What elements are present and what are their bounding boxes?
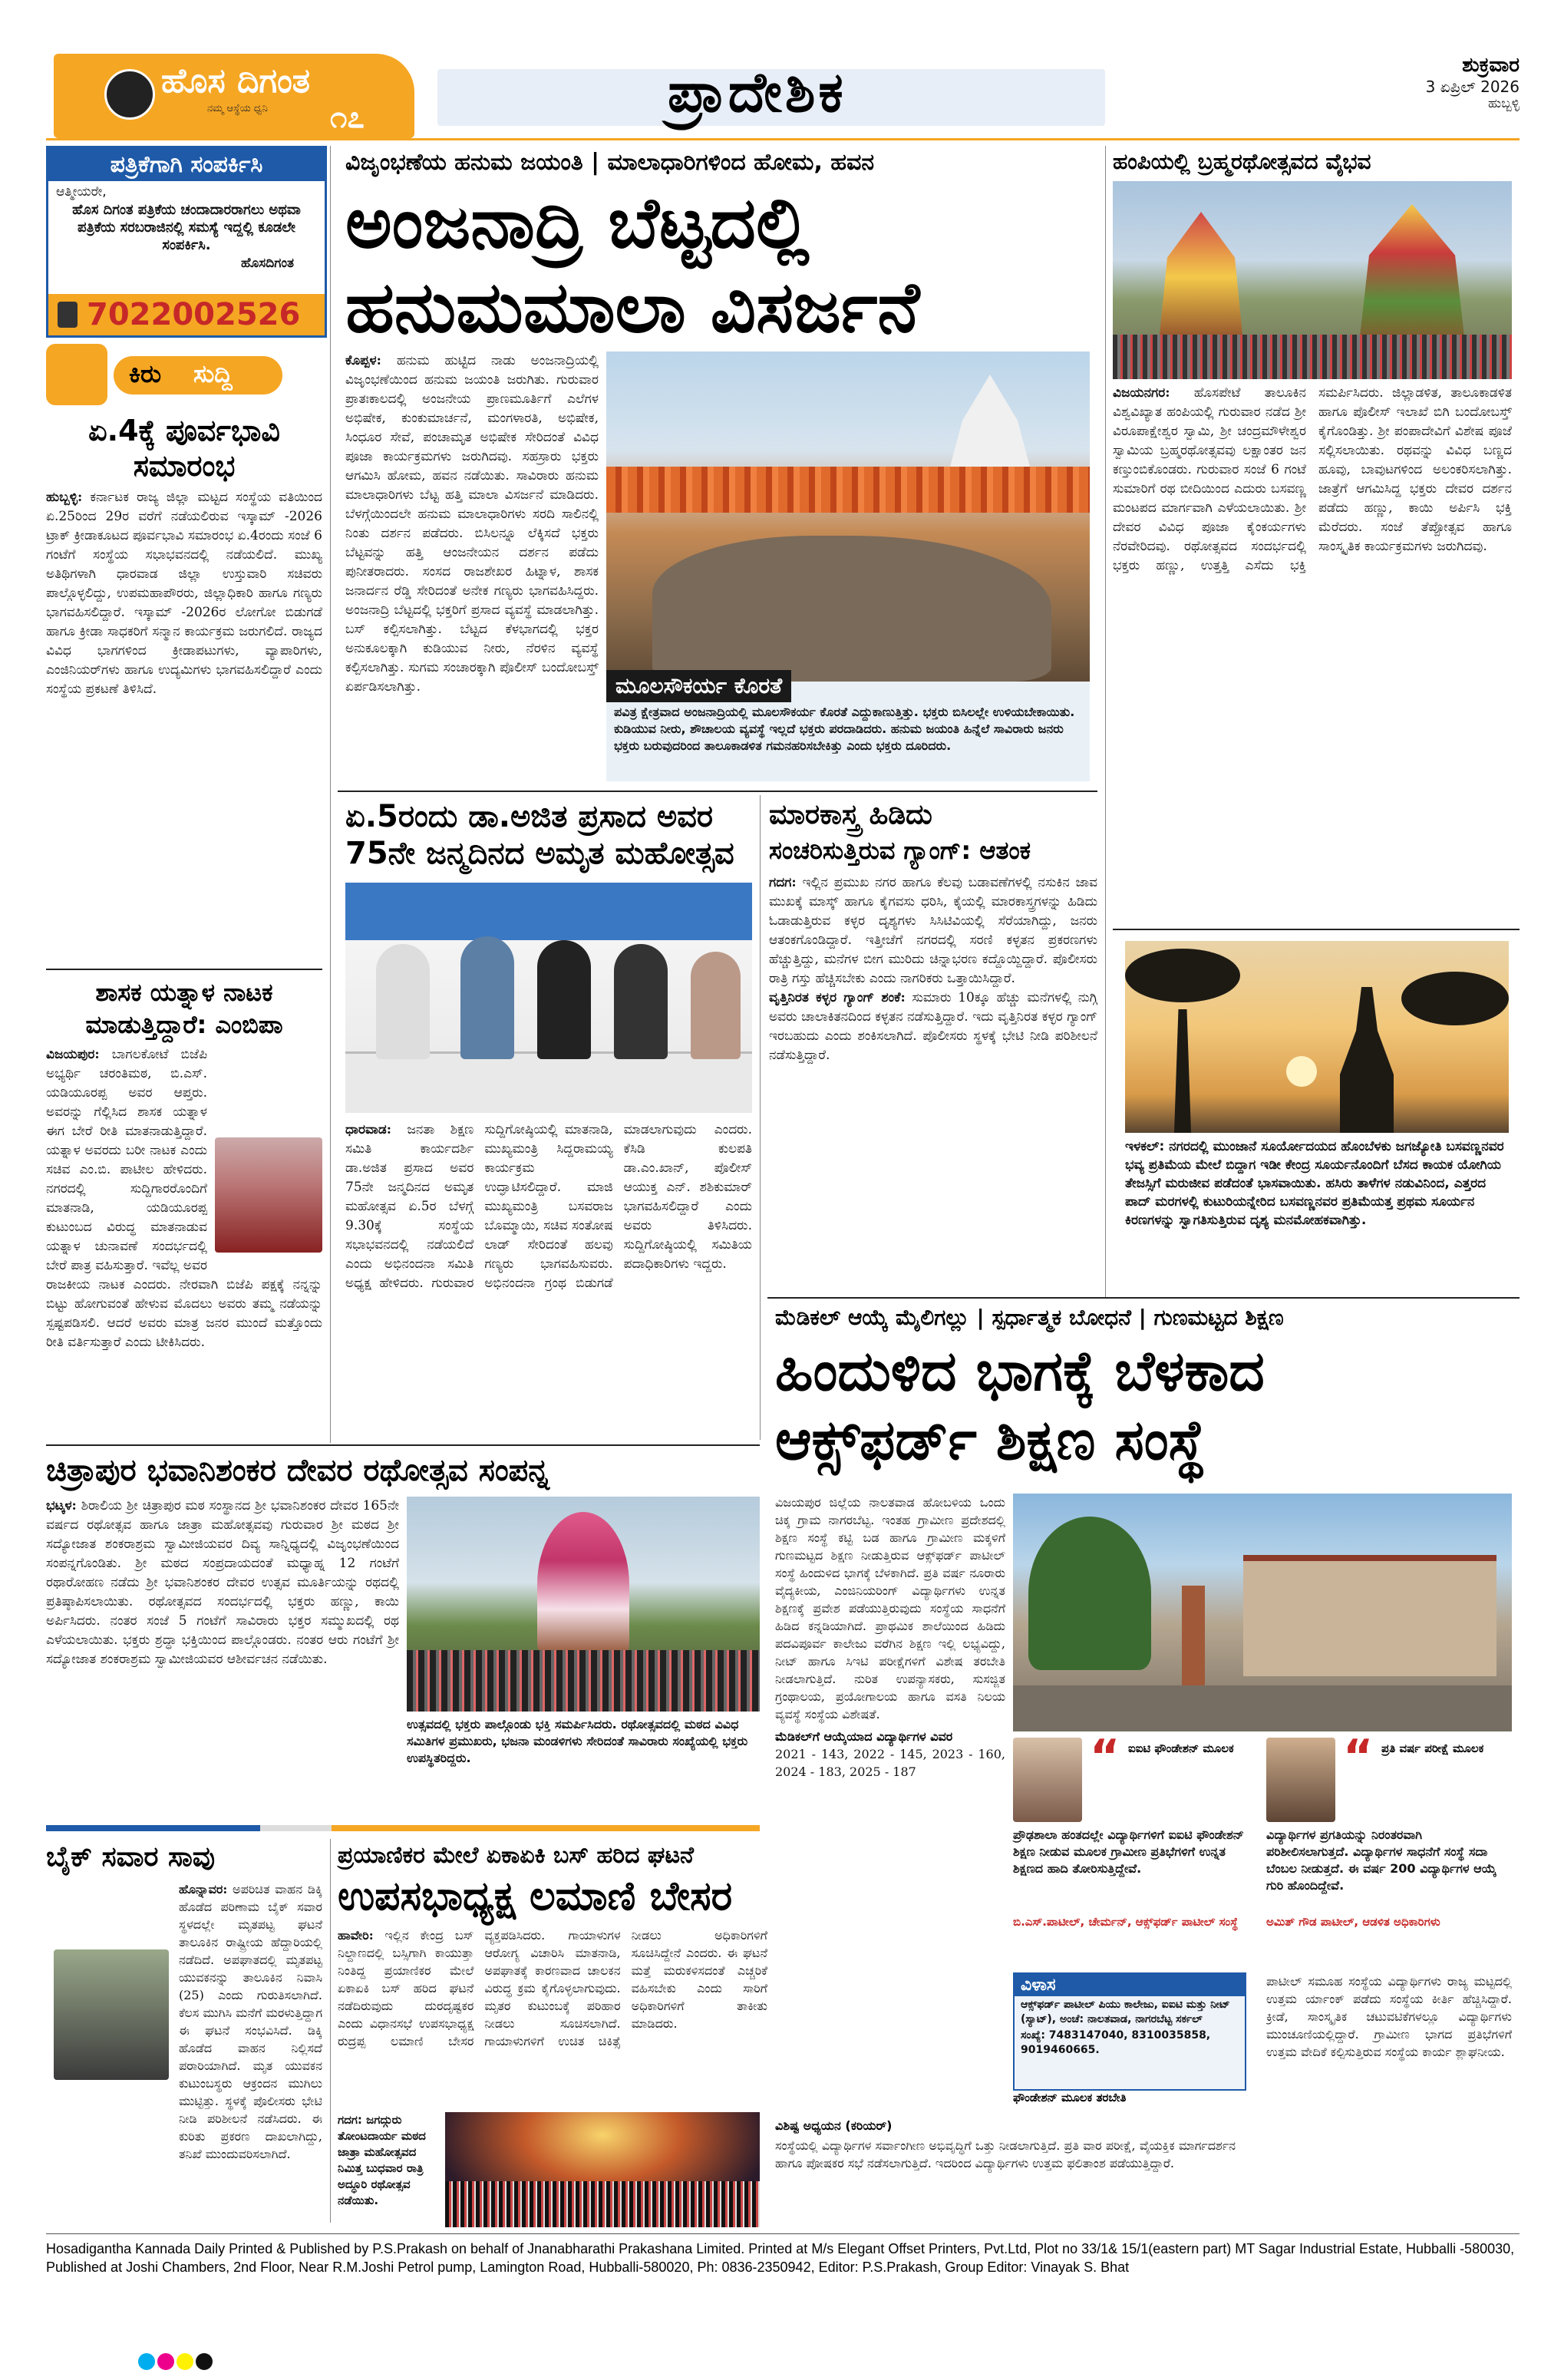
- oxford-headline-1: ಹಿಂದುಳಿದ ಭಾಗಕ್ಕೆ ಬೆಳಕಾದ: [775, 1339, 1265, 1403]
- masthead-rule: [46, 138, 1520, 140]
- contact-title: ಪತ್ರಿಕೆಗಾಗಿ ಸಂಪರ್ಕಿಸಿ: [48, 148, 325, 181]
- amrut-gang-rule: [760, 795, 761, 1440]
- bus-body: [338, 1926, 767, 2111]
- kirusuddi-hand-icon: [46, 344, 107, 405]
- bike-headline: ಬೈಕ್ ಸವಾರ ಸಾವು: [46, 1841, 216, 1873]
- logo-text: ಹೊಸ ದಿಗಂತ: [161, 61, 311, 101]
- gang-headline-2: ಸಂಚರಿಸುತ್ತಿರುವ ಗ್ಯಾಂಗ್: ಆತಂಕ: [769, 836, 1031, 865]
- oxford-address-phone: ಸಂಖ್ಯೆ: 7483147040, 8310035858, 9019460665.: [1021, 2029, 1211, 2056]
- reg-dot-yellow: [177, 2353, 193, 2370]
- brief1-dateline: ಹುಬ್ಬಳ್ಳಿ:: [46, 490, 83, 505]
- gadag-crowd: [445, 2181, 760, 2227]
- basavanna-statue-photo: [1125, 941, 1509, 1133]
- campus-building: [1243, 1555, 1496, 1676]
- person-4: [614, 944, 668, 1059]
- bike-bus-rule: [330, 1839, 331, 2223]
- quote1-text: ಪ್ರೌಢಶಾಲಾ ಹಂತದಲ್ಲೇ ವಿದ್ಯಾರ್ಥಿಗಳಿಗೆ ಐಐಟಿ ಫೌಂಡೇಶನ್ ಶಿಕ್ಷಣ ನೀಡುವ ಮೂಲಕ ಗ್ರಾಮೀಣ ಪ್ರತಿಭೆಗಳಿಗೆ ಉನ್ನತ ಶಿಕ್ಷಣದ ಹಾದಿ ತೋರಿಸುತ್ತಿದ್ದೇವೆ.: [1013, 1827, 1244, 1876]
- chitrapur-crowd: [407, 1650, 760, 1712]
- hampi-kicker: ಹಂಪಿಯಲ್ಲಿ ಬ್ರಹ್ಮರಥೋತ್ಸವದ ವೈಭವ: [1113, 149, 1371, 174]
- masthead: [0, 0, 1541, 146]
- hampi-body: [1113, 384, 1512, 921]
- gang-dateline: ಗದಗ:: [769, 875, 797, 890]
- campus-road: [1013, 1685, 1512, 1731]
- contact-phone-bar: [48, 294, 325, 335]
- kirusuddi-label-a: ಕಿರು: [129, 359, 162, 388]
- oxford-headline-2: ಆಕ್ಸ್‌ಫರ್ಡ್ ಶಿಕ್ಷಣ ಸಂಸ್ಥೆ: [775, 1408, 1206, 1472]
- bus-headline-1: ಪ್ರಯಾಣಿಕರ ಮೇಲೆ ಏಕಾಏಕಿ ಬಸ್ ಹರಿದ ಘಟನೆ: [338, 1842, 694, 1869]
- kirusuddi-badge: [46, 344, 322, 405]
- registration-marks: [138, 2353, 1443, 2373]
- palm-right-crown: [1401, 972, 1509, 1025]
- oxford-photo-credit: ಫೌಂಡೇಶನ್ ಮೂಲಕ ತರಬೇತಿ: [1013, 2091, 1127, 2104]
- quote2-photo: [1266, 1738, 1335, 1822]
- hampi-text: ಹೊಸಪೇಟೆ ತಾಲೂಕಿನ ವಿಶ್ವವಿಖ್ಯಾತ ಹಂಪಿಯಲ್ಲಿ ಗುರುವಾರ ನಡೆದ ಶ್ರೀ ವಿರೂಪಾಕ್ಷೇಶ್ವರ ಸ್ವಾಮಿ, ಶ್ರೀ ಚಂದ್ರಮೌಳೇಶ್ವರ ಸ್ವಾಮಿಯ ಬ್ರಹ್ಮರಥೋತ್ಸವವು ಲಕ್ಷಾಂತರ ಜನ ಕಣ್ತುಂಬಿಕೊಂಡರು. ಗುರುವಾರ ಸಂಜೆ 6 ಗಂಟೆ ಸುಮಾರಿಗೆ ರಥ ಬೀದಿಯಿಂದ ಎದುರು ಬಸವಣ್ಣ ಮಂಟಪದ ಮಾರ್ಗವಾಗಿ ಎಳೆಯಲಾಯಿತು. ಶ್ರೀ ದೇವರ ವಿವಿಧ ಪೂಜಾ ಕೈಂಕರ್ಯಗಳು ನೆರವೇರಿದವು. ರಥೋತ್ಸವದ ಸಂದರ್ಭದಲ್ಲಿ ಭಕ್ತರು ಹಣ್ಣು, ಉತ್ತತ್ತಿ ಎಸೆದು ಭಕ್ತಿ ಸಮರ್ಪಿಸಿದರು. ಜಿಲ್ಲಾಡಳಿತ, ತಾಲೂಕಾಡಳಿತ ಹಾಗೂ ಪೊಲೀಸ್ ಇಲಾಖೆ ಬಿಗಿ ಬಂದೋಬಸ್ತ್ ಕೈಗೊಂಡಿತ್ತು. ಶ್ರೀ ಪಂಪಾದೇವಿಗೆ ವಿಶೇಷ ಪೂಜೆ ಸಲ್ಲಿಸಲಾಯಿತು. ರಥವನ್ನು ವಿವಿಧ ಬಣ್ಣದ ಹೂವು, ಬಾವುಟಗಳಿಂದ ಅಲಂಕರಿಸಲಾಗಿತ್ತು. ಜಾತ್ರೆಗೆ ಆಗಮಿಸಿದ್ದ ಭಕ್ತರು ದೇವರ ದರ್ಶನ ಪಡೆದು ಹಣ್ಣು, ಕಾಯಿ ಅರ್ಪಿಸಿ ಭಕ್ತಿ ಮೆರೆದರು. ಸಂಜೆ ತೆಪ್ಪೋತ್ಸವ ಹಾಗೂ ಸಾಂಸ್ಕೃತಿಕ ಕಾರ್ಯಕ್ರಮಗಳು ಜರುಗಿದವು.: [1113, 385, 1512, 573]
- contact-brand: ಹೊಸದಿಗಂತ: [240, 256, 294, 271]
- brief-divider: [46, 969, 322, 970]
- chariot-right: [1358, 204, 1466, 350]
- logo-block: [54, 54, 414, 138]
- center-right-rule: [1105, 146, 1106, 1297]
- quote1-name: ಬಿ.ಎಸ್.ಪಾಟೀಲ್, ಚೇರ್ಮನ್, ಆಕ್ಸ್‌ಫರ್ಡ್ ಪಾಟೀಲ್ ಸಂಸ್ಥೆ: [1013, 1915, 1239, 1929]
- anjanadri-caption-body: ಪವಿತ್ರ ಕ್ಷೇತ್ರವಾದ ಅಂಜನಾದ್ರಿಯಲ್ಲಿ ಮೂಲಸೌಕರ್ಯ ಕೊರತೆ ಎದ್ದುಕಾಣುತ್ತಿತ್ತು. ಭಕ್ತರು ಬಿಸಿಲಲ್ಲೇ ಉಳಿಯಬೇಕಾಯಿತು. ಕುಡಿಯುವ ನೀರು, ಶೌಚಾಲಯ ವ್ಯವಸ್ಥೆ ಇಲ್ಲದೆ ಭಕ್ತರು ಪರದಾಡಿದರು. ಹನುಮ ಜಯಂತಿ ಹಿನ್ನೆಲೆ ಸಾವಿರಾರು ಜನರು ಭಕ್ತರು ಬರುವುದರಿಂದ ತಾಲೂಕಾಡಳಿತ ಗಮನಹರಿಸಬೇಕಿತ್ತು ಎಂದು ಭಕ್ತರು ದೂರಿದರು.: [614, 705, 1075, 753]
- gadag-rathotsava-photo: [445, 2112, 760, 2227]
- reg-dot-cyan: [138, 2353, 155, 2370]
- brief2-text: ಬಾಗಲಕೋಟೆ ಬಿಜೆಪಿ ಅಭ್ಯರ್ಥಿ ಚರಂತಿಮಠ, ಬಿ.ಎಸ್. ಯಡಿಯೂರಪ್ಪ ಅವರ ಆಪ್ತರು. ಅವರನ್ನು ಗೆಲ್ಲಿಸಿದ ಶಾಸಕ ಯತ್ನಾಳ ಈಗ ಬೇರೆ ರೀತಿ ಮಾತನಾಡುತ್ತಿದ್ದಾರೆ. ಯತ್ನಾಳ ಅವರದು ಬರೀ ನಾಟಕ ಎಂದು ಸಚಿವ ಎಂ.ಬಿ. ಪಾಟೀಲ ಹೇಳಿದರು. ನಗರದಲ್ಲಿ ಸುದ್ದಿಗಾರರೊಂದಿಗೆ ಮಾತನಾಡಿ, ಯಡಿಯೂರಪ್ಪ ಕುಟುಂಬದ ವಿರುದ್ಧ ಮಾತನಾಡುವ ಯತ್ನಾಳ ಚುನಾವಣೆ ಸಂದರ್ಭದಲ್ಲಿ ಬೇರೆ ಪಾತ್ರ ವಹಿಸುತ್ತಾರೆ. ಇವೆಲ್ಲ ಅವರ ರಾಜಕೀಯ ನಾಟಕ ಎಂದರು. ನೇರವಾಗಿ ಬಿಜೆಪಿ ಪಕ್ಷಕ್ಕೆ ನನ್ನನ್ನು ಬಿಟ್ಟು ಹೋಗುವಂತೆ ಹೇಳುವ ಮೊದಲು ಅವರು ತಮ್ಮ ನಡೆಯನ್ನು ಸ್ಪಷ್ಟಪಡಿಸಲಿ. ಆದರೆ ಅವರು ಮಾತ್ರ ಜನರ ಮುಂದೆ ಮತ್ತೊಂದು ರೀತಿ ವರ್ತಿಸುತ್ತಾರೆ ಎಂದು ಟೀಕಿಸಿದರು.: [46, 1047, 322, 1350]
- crowd-band: [606, 467, 1090, 513]
- oxford-body-3: ಪಾಟೀಲ್ ಸಮೂಹ ಸಂಸ್ಥೆಯ ವಿದ್ಯಾರ್ಥಿಗಳು ರಾಜ್ಯ ಮಟ್ಟದಲ್ಲಿ ಉತ್ತಮ ರ್ಯಾಂಕ್ ಪಡೆದು ಸಂಸ್ಥೆಯ ಕೀರ್ತಿ ಹೆಚ್ಚಿಸಿದ್ದಾರೆ. ಕ್ರೀಡೆ, ಸಾಂಸ್ಕೃತಿಕ ಚಟುವಟಿಕೆಗಳಲ್ಲೂ ವಿದ್ಯಾರ್ಥಿಗಳು ಮುಂಚೂಣಿಯಲ್ಲಿದ್ದಾರೆ. ಗ್ರಾಮೀಣ ಭಾಗದ ಪ್ರತಿಭೆಗಳಿಗೆ ಉತ್ತಮ ವೇದಿಕೆ ಕಲ್ಪಿಸುತ್ತಿರುವ ಸಂಸ್ಥೆಯ ಕಾರ್ಯ ಶ್ಲಾಘನೀಯ.: [1266, 1974, 1512, 2059]
- brief1-text: ಕರ್ನಾಟಕ ರಾಜ್ಯ ಜಿಲ್ಲಾ ಮಟ್ಟದ ಸಂಸ್ಥೆಯ ವತಿಯಿಂದ ಏ.25ರಿಂದ 29ರ ವರೆಗೆ ನಡೆಯಲಿರುವ ಇಸ್ಕಾಮ್ -2026 ಟ್ರಾಕ್ ಕ್ರೀಡಾಕೂಟದ ಪೂರ್ವಭಾವಿ ಸಮಾರಂಭ ಏ.4ರಂದು ಸಂಜೆ 6 ಗಂಟೆಗೆ ಸಂಸ್ಥೆಯ ಸಭಾಭವನದಲ್ಲಿ ನಡೆಯಲಿದೆ. ಮುಖ್ಯ ಅತಿಥಿಗಳಾಗಿ ಧಾರವಾಡ ಜಿಲ್ಲಾ ಉಸ್ತುವಾರಿ ಸಚಿವರು ಪಾಲ್ಗೊಳ್ಳಲಿದ್ದು, ಉಪಮಹಾಪೌರರು, ಜಿಲ್ಲಾಧಿಕಾರಿ ಹಾಗೂ ಗಣ್ಯರು ಭಾಗವಹಿಸಲಿದ್ದಾರೆ. ಇಸ್ಕಾಮ್ -2026ರ ಲೋಗೋ ಬಿಡುಗಡೆ ಹಾಗೂ ಕ್ರೀಡಾ ಸಾಧಕರಿಗೆ ಸನ್ಮಾನ ಕಾರ್ಯಕ್ರಮ ಜರುಗಲಿದೆ. ರಾಜ್ಯದ ವಿವಿಧ ಭಾಗಗಳಿಂದ ಕ್ರೀಡಾಪಟುಗಳು, ವ್ಯಾಪಾರಿಗಳು, ಎಂಜಿನಿಯರ್‌ಗಳು ಹಾಗೂ ಉದ್ಯಮಿಗಳು ಭಾಗವಹಿಸಲಿದ್ದಾರೆ ಎಂದು ಸಂಸ್ಥೆಯ ಪ್ರಕಟಣೆ ತಿಳಿಸಿದೆ.: [46, 490, 322, 697]
- chitrapur-headline: ಚಿತ್ರಾಪುರ ಭವಾನಿಶಂಕರ ದೇವರ ರಥೋತ್ಸವ ಸಂಪನ್ನ: [46, 1453, 549, 1488]
- oxford-address: ಆಕ್ಸ್‌ಫರ್ಡ್ ಪಾಟೀಲ್ ಪಿಯು ಕಾಲೇಜು, ಐಐಟಿ ಮತ್ತು ನೀಟ್ (ಸ್ಯಾಟ್), ಅಂಚೆ: ನಾಲತವಾಡ, ನಾಗರಬೆಟ್ಟ ಸರ್ಕಲ್: [1021, 1999, 1230, 2025]
- quote2-block: [1266, 1730, 1512, 1968]
- lead-body: [345, 352, 599, 781]
- brief2-headline: ಶಾಸಕ ಯತ್ನಾಳ ನಾಟಕ ಮಾಡುತ್ತಿದ್ದಾರೆ: ಎಂಬಿಪಾ: [85, 978, 283, 1039]
- anjanadri-caption-title: ಮೂಲಸೌಕರ್ಯ ಕೊರತೆ: [606, 670, 791, 702]
- bike-text: ಅಪರಿಚಿತ ವಾಹನ ಡಿಕ್ಕಿ ಹೊಡೆದ ಪರಿಣಾಮ ಬೈಕ್ ಸವಾರ ಸ್ಥಳದಲ್ಲೇ ಮೃತಪಟ್ಟ ಘಟನೆ ತಾಲೂಕಿನ ರಾಷ್ಟ್ರೀಯ ಹೆದ್ದಾರಿಯಲ್ಲಿ ನಡೆದಿದೆ. ಅಪಘಾತದಲ್ಲಿ ಮೃತಪಟ್ಟ ಯುವಕನನ್ನು ತಾಲೂಕಿನ ನಿವಾಸಿ (25) ಎಂದು ಗುರುತಿಸಲಾಗಿದೆ. ಕೆಲಸ ಮುಗಿಸಿ ಮನೆಗೆ ಮರಳುತ್ತಿದ್ದಾಗ ಈ ಘಟನೆ ಸಂಭವಿಸಿದೆ. ಡಿಕ್ಕಿ ಹೊಡೆದ ವಾಹನ ನಿಲ್ಲಿಸದೆ ಪರಾರಿಯಾಗಿದೆ. ಮೃತ ಯುವಕನ ಕುಟುಂಬಸ್ಥರು ಆಕ್ರಂದನ ಮುಗಿಲು ಮುಟ್ಟಿತ್ತು. ಸ್ಥಳಕ್ಕೆ ಪೊಲೀಸರು ಭೇಟಿ ನೀಡಿ ಪರಿಶೀಲನೆ ನಡೆಸಿದರು. ಈ ಕುರಿತು ಪ್ರಕರಣ ದಾಖಲಾಗಿದ್ದು, ತನಿಖೆ ಮುಂದುವರಿಸಲಾಗಿದೆ.: [179, 1882, 322, 2161]
- gang-subhead: ವೃತ್ತಿನಿರತ ಕಳ್ಳರ ಗ್ಯಾಂಗ್ ಶಂಕೆ:: [769, 990, 906, 1005]
- chitrapur-top-rule: [46, 1444, 760, 1446]
- lead-kicker: ವಿಜೃಂಭಣೆಯ ಹನುಮ ಜಯಂತಿ | ಮಾಲಾಧಾರಿಗಳಿಂದ ಹೋಮ, ಹವನ: [345, 149, 875, 176]
- reg-dot-magenta: [157, 2353, 174, 2370]
- campus-gate: [1182, 1586, 1205, 1693]
- amrut-body: [345, 1121, 752, 1435]
- date-date: 3 ಏಪ್ರಿಲ್ 2026: [1425, 78, 1520, 96]
- statue-silhouette: [1340, 987, 1394, 1133]
- gadag-caption: ಗದಗ: ಜಗದ್ಗುರು ತೋಂಟದಾರ್ಯ ಮಠದ ಜಾತ್ರಾ ಮಹೋತ್ಸವದ ನಿಮಿತ್ತ ಬುಧವಾರ ರಾತ್ರಿ ಅದ್ಧೂರಿ ರಥೋತ್ಸವ ನಡೆಯಿತು.: [338, 2113, 426, 2207]
- quote2-mark-icon: “: [1343, 1730, 1374, 1784]
- section-title: ಪ್ರಾದೇಶಿಕ: [668, 60, 846, 124]
- section-separator: [46, 1825, 760, 1831]
- lead-bottom-rule: [338, 791, 1097, 792]
- amrut-text: ಜನತಾ ಶಿಕ್ಷಣ ಸಮಿತಿ ಕಾರ್ಯದರ್ಶಿ ಡಾ.ಅಜಿತ ಪ್ರಸಾದ ಅವರ 75ನೇ ಜನ್ಮದಿನದ ಅಮೃತ ಮಹೋತ್ಸವ ಏ.5ರ ಬೆಳಗ್ಗೆ 9.30ಕ್ಕೆ ಸಂಸ್ಥೆಯ ಸಭಾಭವನದಲ್ಲಿ ನಡೆಯಲಿದೆ ಎಂದು ಅಭಿನಂದನಾ ಸಮಿತಿ ಅಧ್ಯಕ್ಷ ಹೇಳಿದರು. ಗುರುವಾರ ಸುದ್ದಿಗೋಷ್ಠಿಯಲ್ಲಿ ಮಾತನಾಡಿ, ಮುಖ್ಯಮಂತ್ರಿ ಸಿದ್ದರಾಮಯ್ಯ ಕಾರ್ಯಕ್ರಮ ಉದ್ಘಾಟಿಸಲಿದ್ದಾರೆ. ಮಾಜಿ ಮುಖ್ಯಮಂತ್ರಿ ಬಸವರಾಜ ಬೊಮ್ಮಾಯಿ, ಸಚಿವ ಸಂತೋಷ ಲಾಡ್ ಸೇರಿದಂತೆ ಹಲವು ಗಣ್ಯರು ಭಾಗವಹಿಸುವರು. ಅಭಿನಂದನಾ ಗ್ರಂಥ ಬಿಡುಗಡೆ ಮಾಡಲಾಗುವುದು ಎಂದರು. ಕೆಸಿಡಿ ಕುಲಪತಿ ಡಾ.ಎಂ.ಖಾನ್, ಪೊಲೀಸ್ ಆಯುಕ್ತ ಎನ್. ಶಶಿಕುಮಾರ್ ಭಾಗವಹಿಸಲಿದ್ದಾರೆ ಎಂದು ಅವರು ತಿಳಿಸಿದರು. ಸುದ್ದಿಗೋಷ್ಠಿಯಲ್ಲಿ ಸಮಿತಿಯ ಪದಾಧಿಕಾರಿಗಳು ಇದ್ದರು.: [345, 1122, 752, 1291]
- sun-shape: [1286, 1056, 1317, 1087]
- person-2: [460, 936, 514, 1059]
- person-1: [376, 944, 430, 1059]
- bus-headline-2: ಉಪಸಭಾಧ್ಯಕ್ಷ ಲಮಾಣಿ ಬೇಸರ: [338, 1873, 733, 1920]
- phone-icon: [58, 302, 78, 328]
- lead-headline-2: ಹನುಮಮಾಲಾ ವಿಸರ್ಜನೆ: [345, 266, 920, 348]
- date-block: [1335, 54, 1520, 111]
- person-5: [691, 952, 741, 1059]
- contact-box: [46, 146, 327, 338]
- oxford-body-2: ಸಂಸ್ಥೆಯಲ್ಲಿ ವಿದ್ಯಾರ್ಥಿಗಳ ಸರ್ವಾಂಗೀಣ ಅಭಿವೃದ್ಧಿಗೆ ಒತ್ತು ನೀಡಲಾಗುತ್ತಿದೆ. ಪ್ರತಿ ವಾರ ಪರೀಕ್ಷೆ, ವೈಯಕ್ತಿಕ ಮಾರ್ಗದರ್ಶನ ಹಾಗೂ ಪೋಷಕರ ಸಭೆ ನಡೆಸಲಾಗುತ್ತಿದೆ. ಇದರಿಂದ ವಿದ್ಯಾರ್ಥಿಗಳು ಉತ್ತಮ ಫಲಿತಾಂಶ ಪಡೆಯುತ್ತಿದ್ದಾರೆ.: [775, 2138, 1236, 2170]
- oxford-top-rule: [767, 1297, 1520, 1299]
- bus-text: ಇಲ್ಲಿನ ಕೇಂದ್ರ ಬಸ್ ನಿಲ್ದಾಣದಲ್ಲಿ ಬಸ್ಸಿಗಾಗಿ ಕಾಯುತ್ತಾ ನಿಂತಿದ್ದ ಪ್ರಯಾಣಿಕರ ಮೇಲೆ ಏಕಾಏಕಿ ಬಸ್ ಹರಿದ ಘಟನೆ ನಡೆದಿರುವುದು ದುರದೃಷ್ಟಕರ ಎಂದು ವಿಧಾನಸಭೆ ಉಪಸಭಾಧ್ಯಕ್ಷ ರುದ್ರಪ್ಪ ಲಮಾಣಿ ಬೇಸರ ವ್ಯಕ್ತಪಡಿಸಿದರು. ಗಾಯಾಳುಗಳ ಆರೋಗ್ಯ ವಿಚಾರಿಸಿ ಮಾತನಾಡಿ, ಅಪಘಾತಕ್ಕೆ ಕಾರಣವಾದ ಚಾಲಕನ ವಿರುದ್ಧ ಕ್ರಮ ಕೈಗೊಳ್ಳಲಾಗುವುದು. ಮೃತರ ಕುಟುಂಬಕ್ಕೆ ಪರಿಹಾರ ನೀಡಲು ಸೂಚಿಸಲಾಗಿದೆ. ಗಾಯಾಳುಗಳಿಗೆ ಉಚಿತ ಚಿಕಿತ್ಸೆ ನೀಡಲು ಅಧಿಕಾರಿಗಳಿಗೆ ಸೂಚಿಸಿದ್ದೇನೆ ಎಂದರು. ಈ ಘಟನೆ ಮತ್ತೆ ಮರುಕಳಿಸದಂತೆ ಎಚ್ಚರಿಕೆ ವಹಿಸಬೇಕು ಎಂದು ಸಾರಿಗೆ ಅಧಿಕಾರಿಗಳಿಗೆ ತಾಕೀತು ಮಾಡಿದರು.: [338, 1928, 767, 2048]
- contact-phone: 7022002526: [87, 297, 301, 332]
- hampi-bottom-rule: [1113, 929, 1520, 930]
- quote1-photo: [1013, 1738, 1082, 1822]
- oxford-results: 2021 - 143, 2022 - 145, 2023 - 160, 2024 - 183, 2025 - 187: [775, 1747, 1005, 1779]
- hampi-crowd: [1113, 335, 1512, 379]
- person-3: [537, 940, 591, 1059]
- amrut-headline-1: ಏ.5ರಂದು ಡಾ.ಅಜಿತ ಪ್ರಸಾದ ಅವರ: [345, 799, 714, 834]
- logo-emblem-icon: [104, 69, 155, 120]
- footer-imprint: Hosadigantha Kannada Daily Printed & Published by P.S.Prakash on behalf of Jnanabharathi Prakashana Limited. Printed at M/s Elegant Offset Printers, Pvt.Ltd, Plot no 33/1& 15/1(eastern part) MT Sagar Industrial Estate, Hubballi -580030, Published at Joshi Chambers, 2nd Floor, Near R.M.Joshi Petrol pump, Lamington Road, Hubballi-580020, Ph: 0836-2350942, Editor: P.S.Prakash, Group Editor: Vinayak S. Bhat: [46, 2241, 1515, 2275]
- quote2-text: ವಿದ್ಯಾರ್ಥಿಗಳ ಪ್ರಗತಿಯನ್ನು ನಿರಂತರವಾಗಿ ಪರಿಶೀಲಿಸಲಾಗುತ್ತದೆ. ವಿದ್ಯಾರ್ಥಿಗಳ ಸಾಧನೆಗೆ ಸಂಸ್ಥೆ ಸದಾ ಬೆಂಬಲ ನೀಡುತ್ತದೆ. ಈ ವರ್ಷ 200 ವಿದ್ಯಾರ್ಥಿಗಳ ಆಯ್ಕೆ ಗುರಿ ಹೊಂದಿದ್ದೇವೆ.: [1266, 1827, 1497, 1893]
- amrut-dateline: ಧಾರವಾಡ:: [345, 1122, 391, 1137]
- brief2-photo: [215, 1137, 322, 1253]
- anjanadri-photo: [606, 352, 1090, 682]
- contact-body: ಹೊಸ ದಿಗಂತ ಪತ್ರಿಕೆಯ ಚಂದಾದಾರರಾಗಲು ಅಥವಾ ಪತ್ರಿಕೆಯ ಸರಬರಾಜಿನಲ್ಲಿ ಸಮಸ್ಯೆ ಇದ್ದಲ್ಲಿ ಕೂಡಲೇ ಸಂಪರ್ಕಿಸಿ.: [72, 202, 301, 253]
- anjanadri-caption: [606, 673, 1090, 781]
- amrut-photo: [345, 883, 752, 1113]
- rock-shape: [652, 536, 1051, 682]
- bus-dateline: ಹಾವೇರಿ:: [338, 1928, 374, 1943]
- statue-caption: ಇಳಕಲ್: ನಗರದಲ್ಲಿ ಮುಂಜಾನೆ ಸೂರ್ಯೋದಯದ ಹೊಂಬೆಳಕು ಜಗಜ್ಯೋತಿ ಬಸವಣ್ಣನವರ ಭವ್ಯ ಪ್ರತಿಮೆಯ ಮೇಲೆ ಬಿದ್ದಾಗ ಇಡೀ ಕೇಂದ್ರ ಸೂರ್ಯನೊಂದಿಗೆ ಬೆಸದ ಕಾಯಕ ಯೋಗಿಯ ತೇಜಸ್ಸಿಗೆ ಮರುಜೀವ ಪಡೆದಂತೆ ಭಾಸವಾಯಿತು. ಹಸಿರು ತಾಳೆಗಳ ನಡುವಿನಿಂದ, ಎತ್ತರದ ಪಾದ್ ಮರಗಳಲ್ಲಿ ಕುಟುರಿಯನ್ನೇರಿದ ಬಸವಣ್ಣನವರ ಪ್ರತಿಮೆಯತ್ತ ಪ್ರಥಮ ಸೂರ್ಯನ ಕಿರಣಗಳನ್ನು ಸ್ವಾಗತಿಸುತ್ತಿರುವ ದೃಶ್ಯ ಮನಮೋಹಕವಾಗಿತ್ತು.: [1125, 1139, 1504, 1228]
- brief2-dateline: ವಿಜಯಪುರ:: [46, 1047, 100, 1062]
- date-day: ಶುಕ್ರವಾರ: [1462, 54, 1520, 77]
- chitrapur-chariot: [537, 1512, 629, 1658]
- page-number: ೧೭: [330, 100, 365, 135]
- logo-tagline: ನಮ್ಮ ಆಸ್ಥೆಯ ಧ್ವನಿ: [207, 103, 268, 114]
- oxford-results-title: ಮೆಡಿಕಲ್‌ಗೆ ಆಯ್ಕೆಯಾದ ವಿದ್ಯಾರ್ಥಿಗಳ ವಿವರ: [775, 1729, 953, 1744]
- hampi-photo: [1113, 181, 1512, 379]
- oxford-body: [775, 1494, 1005, 2115]
- chariot-left: [1159, 212, 1243, 342]
- quote2-label: ಪ್ರತಿ ವರ್ಷ ಪರೀಕ್ಷೆ ಮೂಲಕ: [1381, 1741, 1484, 1755]
- brief1-headline: ಏ.4ಕ್ಕೆ ಪೂರ್ವಭಾವಿ ಸಮಾರಂಭ: [88, 414, 280, 483]
- oxford-subhead: ವಿಶಿಷ್ಟ ಅಧ್ಯಯನ (ಕರಿಯರ್): [775, 2118, 893, 2133]
- gang-text: ಇಲ್ಲಿನ ಪ್ರಮುಖ ನಗರ ಹಾಗೂ ಕೆಲವು ಬಡಾವಣೆಗಳಲ್ಲಿ ನಸುಕಿನ ಜಾವ ಮುಖಕ್ಕೆ ಮಾಸ್ಕ್ ಹಾಗೂ ಕೈಗವಸು ಧರಿಸಿ, ಕೈಯಲ್ಲಿ ಮಾರಕಾಸ್ತ್ರಗಳನ್ನು ಹಿಡಿದು ಓಡಾಡುತ್ತಿರುವ ಕಳ್ಳರ ದೃಶ್ಯಗಳು ಸಿಸಿಟಿವಿಯಲ್ಲಿ ಸೆರೆಯಾಗಿದ್ದು, ಜನರು ಆತಂಕಗೊಂಡಿದ್ದಾರೆ. ಇತ್ತೀಚೆಗೆ ನಗರದಲ್ಲಿ ಸರಣಿ ಕಳ್ಳತನ ಪ್ರಕರಣಗಳು ಹೆಚ್ಚುತ್ತಿದ್ದು, ಮನೆಗಳ ಬೀಗ ಮುರಿದು ಚಿನ್ನಾಭರಣ ಕದ್ದೊಯ್ದಿದ್ದಾರೆ. ಪೊಲೀಸರು ರಾತ್ರಿ ಗಸ್ತು ಹೆಚ್ಚಿಸಬೇಕು ಎಂದು ನಾಗರಿಕರು ಒತ್ತಾಯಿಸಿದ್ದಾರೆ.: [769, 875, 1097, 986]
- gang-text-2: ಸುಮಾರು 10ಕ್ಕೂ ಹೆಚ್ಚು ಮನೆಗಳಲ್ಲಿ ನುಗ್ಗಿ ಅವರು ಚಾಲಾಕಿತನದಿಂದ ಕಳ್ಳತನ ನಡೆಸುತ್ತಿದ್ದಾರೆ. ಇದು ವೃತ್ತಿನಿರತ ಕಳ್ಳರ ಗ್ಯಾಂಗ್ ಇರಬಹುದು ಎಂದು ಶಂಕಿಸಲಾಗಿದೆ. ಪೊಲೀಸರು ಸ್ಥಳಕ್ಕೆ ಭೇಟಿ ನೀಡಿ ಪರಿಶೀಲನೆ ನಡೆಸುತ್ತಿದ್ದಾರೆ.: [769, 990, 1097, 1063]
- oxford-kicker: ಮೆಡಿಕಲ್ ಆಯ್ಕೆ ಮೈಲಿಗಲ್ಲು | ಸ್ಪರ್ಧಾತ್ಮಕ ಬೋಧನೆ | ಗುಣಮಟ್ಟದ ಶಿಕ್ಷಣ: [775, 1305, 1284, 1330]
- lead-headline-1: ಅಂಜನಾದ್ರಿ ಬೆಟ್ಟದಲ್ಲಿ: [345, 182, 810, 264]
- quote1-block: [1013, 1730, 1259, 1968]
- contact-greeting: ಆತ್ಮೀಯರೇ,: [56, 184, 107, 200]
- campus-palm: [1028, 1517, 1151, 1670]
- reg-dot-black: [196, 2353, 213, 2370]
- bike-dateline: ಹೊನ್ನಾವರ:: [179, 1882, 228, 1896]
- brief2-body: [46, 1045, 322, 1437]
- oxford-campus-photo: [1013, 1494, 1512, 1731]
- quote2-name: ಅಮಿತ್ ಗೌಡ ಪಾಟೀಲ್, ಆಡಳಿತ ಅಧಿಕಾರಿಗಳು: [1266, 1915, 1440, 1929]
- date-city: ಹುಬ್ಬಳ್ಳಿ: [1488, 96, 1520, 111]
- kirusuddi-label-b: ಸುದ್ದಿ: [193, 359, 233, 388]
- palm-left-crown: [1125, 949, 1240, 1002]
- chitrapur-dateline: ಭಟ್ಕಳ:: [46, 1498, 77, 1513]
- bike-body: [46, 1880, 322, 2218]
- chitrapur-photo: [407, 1497, 760, 1712]
- chitrapur-body: [46, 1497, 399, 1819]
- gang-headline-1: ಮಾರಕಾಸ್ತ್ರ ಹಿಡಿದು: [769, 799, 932, 830]
- footer-rule: [46, 2233, 1520, 2234]
- hampi-dateline: ವಿಜಯನಗರ:: [1113, 385, 1170, 401]
- amrut-headline-2: 75ನೇ ಜನ್ಮದಿನದ ಅಮೃತ ಮಹೋತ್ಸವ: [345, 836, 734, 871]
- lead-text: ಹನುಮ ಹುಟ್ಟಿದ ನಾಡು ಅಂಜನಾದ್ರಿಯಲ್ಲಿ ವಿಜೃಂಭಣೆಯಿಂದ ಹನುಮ ಜಯಂತಿ ಜರುಗಿತು. ಗುರುವಾರ ಪ್ರಾತಃಕಾಲದಲ್ಲಿ ಅಂಜನೇಯ ಪ್ರಾಣಮೂರ್ತಿಗೆ ಎಲೆಗಳ ಅಭಿಷೇಕ, ಕುಂಕುಮಾರ್ಚನೆ, ಮಂಗಳಾರತಿ, ಅಭಿಷೇಕ, ಸಿಂಧೂರ ಸೇವೆ, ಪಂಚಾಮೃತ ಅಭಿಷೇಕ ಸೇರಿದಂತೆ ವಿವಿಧ ಪೂಜಾ ಕಾರ್ಯಕ್ರಮಗಳು ಜರುಗಿದವು. ಸಹಸ್ರಾರು ಭಕ್ತರು ಆಗಮಿಸಿ ಹೋಮ, ಹವನ ನಡೆಯಿತು. ಸಾವಿರಾರು ಹನುಮ ಮಾಲಾಧಾರಿಗಳು ಬೆಟ್ಟ ಹತ್ತಿ ಮಾಲಾ ವಿಸರ್ಜನೆ ಮಾಡಿದರು. ಬೆಳಗ್ಗೆಯಿಂದಲೇ ಹನುಮ ಮಾಲಾಧಾರಿಗಳು ಸರದಿ ಸಾಲಿನಲ್ಲಿ ನಿಂತು ದರ್ಶನ ಪಡೆದರು. ಬಿಸಿಲನ್ನೂ ಲೆಕ್ಕಿಸದೆ ಭಕ್ತರು ಬೆಟ್ಟವನ್ನು ಹತ್ತಿ ಆಂಜನೇಯನ ದರ್ಶನ ಪಡೆದು ಪುನೀತರಾದರು. ಸಂಸದ ರಾಜಶೇಖರ ಹಿಟ್ನಾಳ, ಶಾಸಕ ಜನಾರ್ದನ ರೆಡ್ಡಿ ಸೇರಿದಂತೆ ಅನೇಕ ಗಣ್ಯರು ಭಾಗವಹಿಸಿದ್ದರು. ಅಂಜನಾದ್ರಿ ಬೆಟ್ಟದಲ್ಲಿ ಭಕ್ತರಿಗೆ ಪ್ರಸಾದ ವ್ಯವಸ್ಥೆ ಮಾಡಲಾಗಿತ್ತು. ಬಸ್ ಕಲ್ಪಿಸಲಾಗಿತ್ತು. ಬೆಟ್ಟದ ಕೆಳಭಾಗದಲ್ಲಿ ಭಕ್ತರ ಅನುಕೂಲಕ್ಕಾಗಿ ಕುಡಿಯುವ ನೀರು, ನೆರಳಿನ ವ್ಯವಸ್ಥೆ ಕಲ್ಪಿಸಲಾಗಿತ್ತು. ಸುಗಮ ಸಂಚಾರಕ್ಕಾಗಿ ಪೊಲೀಸ್ ಬಂದೋಬಸ್ತ್ ಏರ್ಪಡಿಸಲಾಗಿತ್ತು.: [345, 353, 599, 695]
- quote1-mark-icon: “: [1090, 1730, 1120, 1784]
- oxford-address-title: ವಿಳಾಸ: [1015, 1974, 1245, 1996]
- oxford-text: ವಿಜಯಪುರ ಜಿಲ್ಲೆಯ ನಾಲತವಾಡ ಹೋಬಳಿಯ ಒಂದು ಚಿಕ್ಕ ಗ್ರಾಮ ನಾಗರಬೆಟ್ಟ. ಇಂತಹ ಗ್ರಾಮೀಣ ಪ್ರದೇಶದಲ್ಲಿ ಶಿಕ್ಷಣ ಸಂಸ್ಥೆ ಕಟ್ಟಿ ಬಡ ಹಾಗೂ ಗ್ರಾಮೀಣ ಮಕ್ಕಳಿಗೆ ಗುಣಮಟ್ಟದ ಶಿಕ್ಷಣ ನೀಡುತ್ತಿರುವ ಆಕ್ಸ್‌ಫರ್ಡ್ ಪಾಟೀಲ್ ಸಂಸ್ಥೆ ಹಿಂದುಳಿದ ಭಾಗಕ್ಕೆ ಬೆಳಕಾಗಿದೆ. ಪ್ರತಿ ವರ್ಷ ನೂರಾರು ವೈದ್ಯಕೀಯ, ಎಂಜಿನಿಯರಿಂಗ್ ವಿದ್ಯಾರ್ಥಿಗಳು ಉನ್ನತ ಶಿಕ್ಷಣಕ್ಕೆ ಪ್ರವೇಶ ಪಡೆಯುತ್ತಿರುವುದು ಸಂಸ್ಥೆಯ ಸಾಧನೆಗೆ ಹಿಡಿದ ಕನ್ನಡಿಯಾಗಿದೆ. ಪ್ರಾಥಮಿಕ ಶಾಲೆಯಿಂದ ಹಿಡಿದು ಪದವಿಪೂರ್ವ ಕಾಲೇಜು ವರೆಗಿನ ಶಿಕ್ಷಣ ಇಲ್ಲಿ ಲಭ್ಯವಿದ್ದು, ನೀಟ್ ಹಾಗೂ ಸಿಇಟಿ ಪರೀಕ್ಷೆಗಳಿಗೆ ವಿಶೇಷ ತರಬೇತಿ ನೀಡಲಾಗುತ್ತಿದೆ. ನುರಿತ ಉಪನ್ಯಾಸಕರು, ಸುಸಜ್ಜಿತ ಗ್ರಂಥಾಲಯ, ಪ್ರಯೋಗಾಲಯ ಹಾಗೂ ವಸತಿ ನಿಲಯ ವ್ಯವಸ್ಥೆ ಸಂಸ್ಥೆಯ ವಿಶೇಷತೆ.: [775, 1495, 1005, 1721]
- lead-dateline: ಕೊಪ್ಪಳ:: [345, 353, 381, 368]
- oxford-address-box: [1013, 1972, 1246, 2091]
- brief1-body: [46, 488, 322, 964]
- chitrapur-caption: ಉತ್ಸವದಲ್ಲಿ ಭಕ್ತರು ಪಾಲ್ಗೊಂಡು ಭಕ್ತಿ ಸಮರ್ಪಿಸಿದರು. ರಥೋತ್ಸವದಲ್ಲಿ ಮಠದ ವಿವಿಧ ಸಮಿತಿಗಳ ಪ್ರಮುಖರು, ಭಜನಾ ಮಂಡಳಿಗಳು ಸೇರಿದಂತೆ ಸಾವಿರಾರು ಸಂಖ್ಯೆಯಲ್ಲಿ ಭಕ್ತರು ಉಪಸ್ಥಿತರಿದ್ದರು.: [407, 1717, 748, 1765]
- quote1-label: ಐಐಟಿ ಫೌಂಡೇಶನ್ ಮೂಲಕ: [1128, 1741, 1234, 1755]
- chitrapur-text: ಶಿರಾಲಿಯ ಶ್ರೀ ಚಿತ್ರಾಪುರ ಮಠ ಸಂಸ್ಥಾನದ ಶ್ರೀ ಭವಾನಿಶಂಕರ ದೇವರ 165ನೇ ವರ್ಷದ ರಥೋತ್ಸವ ಹಾಗೂ ಜಾತ್ರಾ ಮಹೋತ್ಸವವು ಗುರುವಾರ ಶ್ರೀ ಮಠದ ಶ್ರೀ ಸದ್ಯೋಜಾತ ಶಂಕರಾಶ್ರಮ ಸ್ವಾಮೀಜಿಯವರ ದಿವ್ಯ ಸಾನ್ನಿಧ್ಯದಲ್ಲಿ ವಿಜೃಂಭಣೆಯಿಂದ ಸಂಪನ್ನಗೊಂಡಿತು. ಶ್ರೀ ಮಠದ ಸಂಪ್ರದಾಯದಂತೆ ಮಧ್ಯಾಹ್ನ 12 ಗಂಟೆಗೆ ರಥಾರೋಹಣ ನಡೆದು ಶ್ರೀ ಭವಾನಿಶಂಕರ ದೇವರ ಉತ್ಸವ ಮೂರ್ತಿಯನ್ನು ರಥದಲ್ಲಿ ಪ್ರತಿಷ್ಠಾಪಿಸಲಾಯಿತು. ರಥೋತ್ಸವದ ಸಂದರ್ಭದಲ್ಲಿ ಭಕ್ತರು ಹಣ್ಣು, ಕಾಯಿ ಅರ್ಪಿಸಿದರು. ನಂತರ ಸಂಜೆ 5 ಗಂಟೆಗೆ ಸಾವಿರಾರು ಭಕ್ತರ ಸಮ್ಮುಖದಲ್ಲಿ ರಥ ಎಳೆಯಲಾಯಿತು. ಭಕ್ತರು ಶ್ರದ್ಧಾ ಭಕ್ತಿಯಿಂದ ಪಾಲ್ಗೊಂಡರು. ನಂತರ ಆರು ಗಂಟೆಗೆ ಶ್ರೀ ಸದ್ಯೋಜಾತ ಶಂಕರಾಶ್ರಮ ಸ್ವಾಮೀಜಿಯವರ ಆಶೀರ್ವಚನ ನಡೆಯಿತು.: [46, 1498, 399, 1667]
- press-table: [345, 1051, 752, 1113]
- left-col-rule: [330, 146, 331, 1443]
